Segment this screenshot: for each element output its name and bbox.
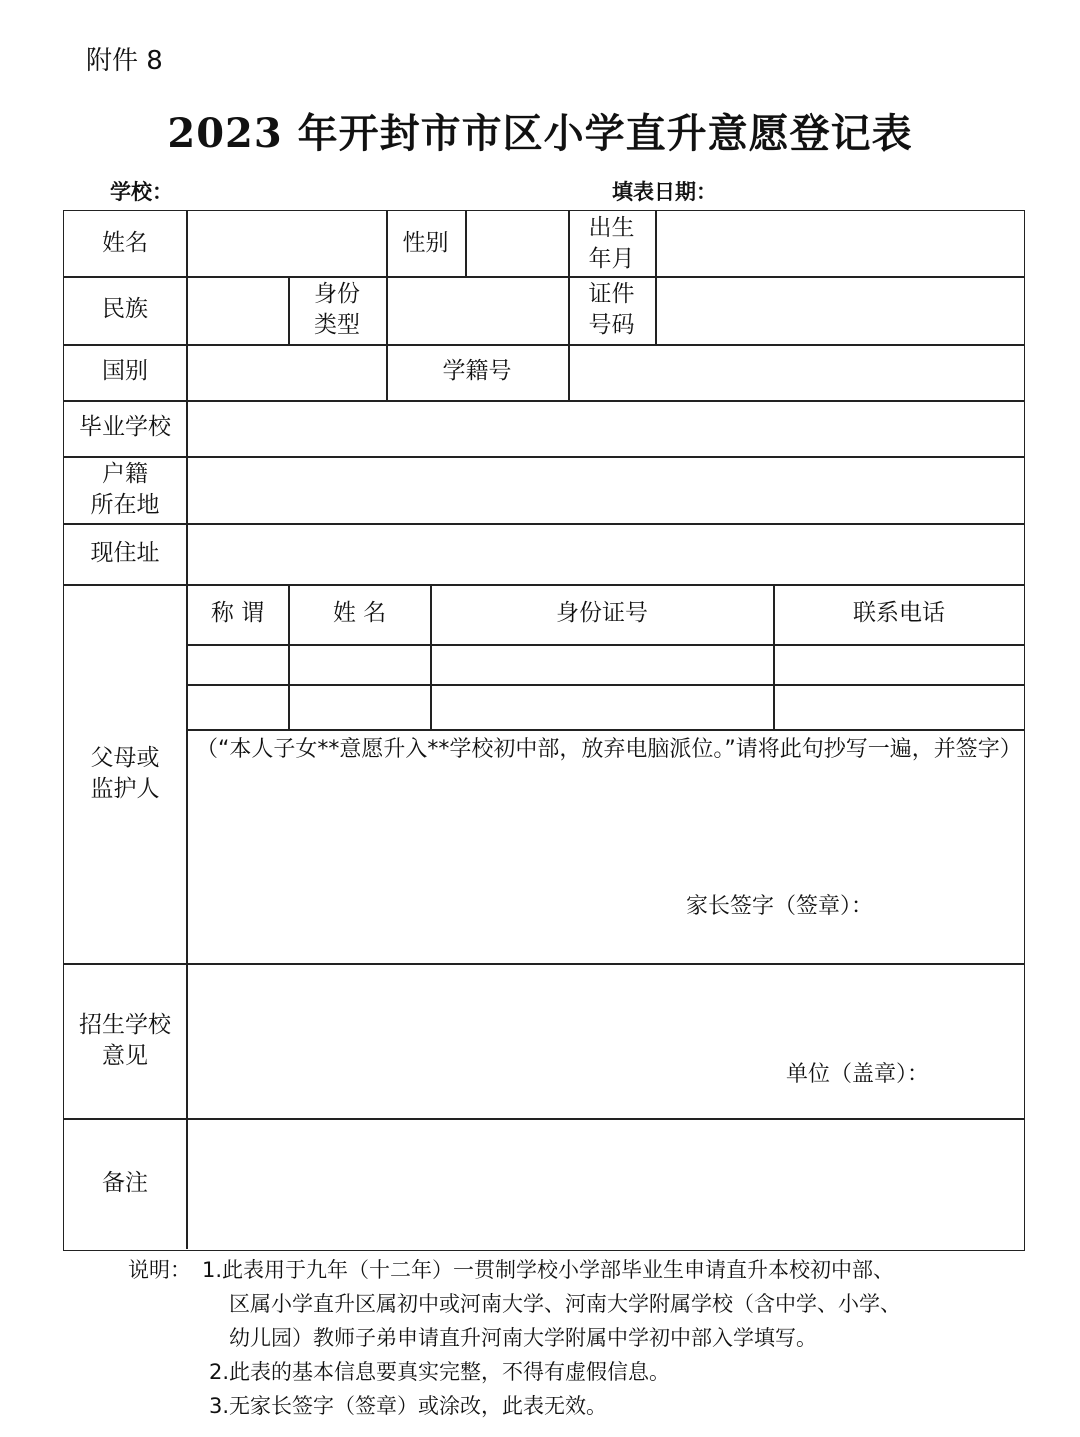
label-birth-line1: 出生 [588,214,635,241]
student-number-field[interactable] [569,344,1024,400]
guardian2-name-field[interactable] [289,685,430,729]
label-certno-line1: 证件 [588,281,635,307]
gender-field[interactable] [466,211,568,276]
guardian2-phone-field[interactable] [774,685,1024,729]
label-address: 现住址 [90,539,160,566]
label-enroll-line2: 意见 [102,1042,148,1069]
label-guardian [64,584,186,963]
form-title: 2023 年开封市市区小学直升意愿登记表 [167,110,913,157]
graduate-school-field[interactable] [187,400,1024,456]
guardian1-phone-field[interactable] [774,645,1024,684]
label-guardian-line1: 父母或 [90,744,160,771]
label-enroll-opinion [64,963,186,1118]
id-type-field[interactable] [387,276,568,344]
label-student-number: 学籍号 [442,358,512,385]
note-line-3: 幼儿园）教师子弟申请直升河南大学附属中学初中部入学填写。 [229,1326,817,1350]
school-label: 学校： [110,180,173,204]
label-remarks: 备注 [102,1169,148,1196]
label-cert-number [568,276,655,344]
label-certno-line2: 号码 [588,312,635,338]
guardian1-id-field[interactable] [431,645,773,684]
guardian-header-relation: 称 谓 [210,600,265,627]
hukou-field[interactable] [187,456,1024,523]
fill-date-label: 填表日期： [612,180,717,204]
registration-table [63,210,1025,1251]
guardian-header-name: 姓 名 [332,600,387,627]
label-hukou [64,456,186,523]
address-field[interactable] [187,523,1024,584]
label-id-type [288,276,386,344]
note-line-4: 2.此表的基本信息要真实完整，不得有虚假信息。 [209,1360,671,1384]
label-birth-line2: 年月 [588,245,635,272]
birth-date-field[interactable] [656,211,1024,276]
label-idtype-line1: 身份 [314,281,360,307]
enroll-opinion-field[interactable] [187,964,1024,1118]
guardian1-relation-field[interactable] [187,645,288,684]
note-line-1: 1.此表用于九年（十二年）一贯制学校小学部毕业生申请直升本校初中部、 [202,1258,895,1282]
label-guardian-line2: 监护人 [90,775,160,802]
label-idtype-line2: 类型 [314,312,360,338]
label-graduate-school: 毕业学校 [79,414,171,441]
copy-instruction: （“本人子女**意愿升入**学校初中部，放弃电脑派位。”请将此句抄写一遍，并签字） [196,737,1022,762]
label-hukou-line1: 户籍 [102,460,148,487]
label-hukou-line2: 所在地 [90,491,160,518]
notes-prefix: 说明： [128,1258,191,1282]
parent-signature-label: 家长签字（签章）： [686,894,874,919]
label-nationality: 国别 [102,358,148,385]
label-gender: 性别 [402,229,449,256]
guardian2-relation-field[interactable] [187,685,288,729]
ethnicity-field[interactable] [187,276,288,344]
attachment-label: 附件 8 [86,46,163,76]
unit-seal-label: 单位（盖章）： [786,1062,930,1087]
note-line-5: 3.无家长签字（签章）或涂改，此表无效。 [209,1394,608,1418]
label-name: 姓名 [102,229,148,256]
guardian-header-id-number: 身份证号 [556,600,648,627]
nationality-field[interactable] [187,344,386,400]
guardian-header-phone: 联系电话 [853,600,945,627]
label-birth-date [568,211,655,276]
guardian1-name-field[interactable] [289,645,430,684]
cert-number-field[interactable] [656,276,1024,344]
note-line-2: 区属小学直升区属初中或河南大学、河南大学附属学校（含中学、小学、 [229,1292,901,1316]
remarks-field[interactable] [187,1119,1024,1249]
guardian2-id-field[interactable] [431,685,773,729]
label-ethnicity: 民族 [102,296,148,323]
name-field[interactable] [187,211,386,276]
label-enroll-line1: 招生学校 [79,1011,171,1038]
